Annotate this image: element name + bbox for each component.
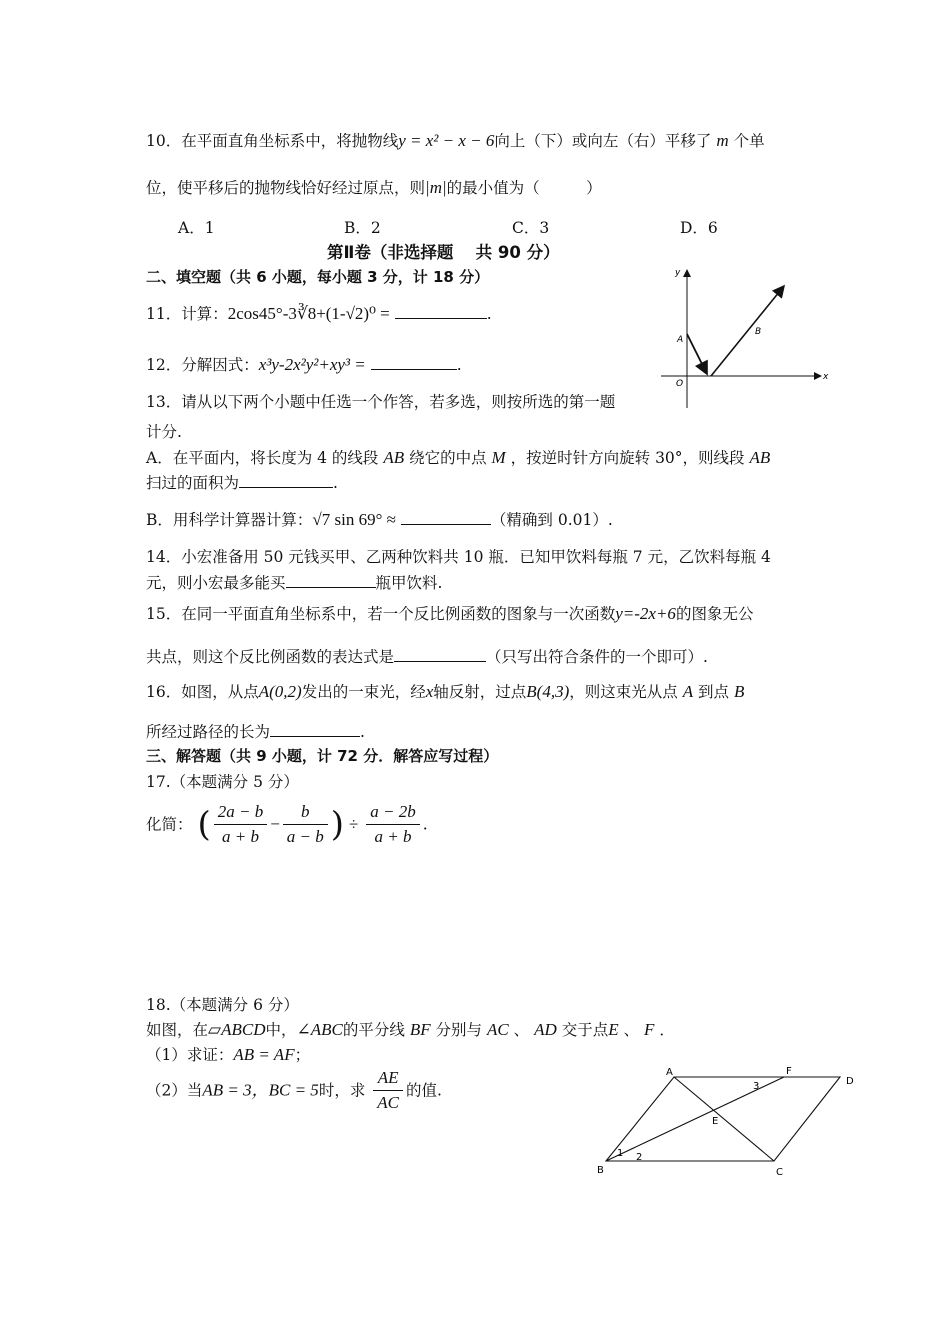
section2-title: 第Ⅱ卷（非选择题 共 90 分） bbox=[327, 243, 560, 262]
q17-fraction-2: $\frac{b}{a - b}$ bbox=[283, 802, 328, 848]
q14-answer-blank[interactable] bbox=[286, 573, 376, 588]
fig16-label-x: x bbox=[823, 372, 829, 382]
q10-line2: 位，使平移后的抛物线恰好经过原点，则|m|的最小值为（ ） bbox=[146, 178, 602, 197]
q11-expression: 2cos45°-3∛8+(1-√2)⁰ = bbox=[227, 304, 390, 323]
fig16-coordinate-diagram bbox=[655, 262, 835, 412]
fig18-label-d: D bbox=[846, 1076, 854, 1087]
q15-line1: 15．在同一平面直角坐标系中，若一个反比例函数的图象与一次函数y=-2x+6的图象无公 bbox=[146, 604, 754, 623]
q17-title: 17.（本题满分 5 分） bbox=[146, 773, 299, 791]
q18-title: 18.（本题满分 6 分） bbox=[146, 996, 299, 1014]
fig18-angle-3: 3 bbox=[753, 1081, 760, 1092]
q13-a-line1: A．在平面内，将长度为 4 的线段 AB 绕它的中点 M ，按逆时针方向旋转 30°，则线段 AB bbox=[146, 448, 771, 467]
q13-b: B．用科学计算器计算：√7 sin 69° ≈ （精确到 0.01）. bbox=[146, 510, 613, 529]
q16-line2: 所经过路径的长为 . bbox=[146, 723, 365, 741]
q17-expression: 化简： ( $\frac{2a - b}{a + b}$ − $\frac{b}{a - b}$ ) ÷ $\frac{a - 2b}{a + b}$ . bbox=[146, 802, 428, 847]
q10-equation: y = x² − x − 6 bbox=[398, 131, 495, 150]
fig16-label-o: O bbox=[676, 379, 684, 389]
fig18-label-e: E bbox=[712, 1116, 719, 1127]
q14-line1: 14．小宏准备用 50 元钱买甲、乙两种饮料共 10 瓶．已知甲饮料每瓶 7 元，乙饮料每瓶 4 bbox=[146, 548, 771, 566]
q10-option-c: C．3 bbox=[512, 219, 550, 237]
fig18-angle-2: 2 bbox=[636, 1152, 643, 1163]
q13-a-line2: 扫过的面积为 . bbox=[146, 474, 338, 492]
q13-line1: 13．请从以下两个小题中任选一个作答，若多选，则按所选的第一题 bbox=[146, 393, 616, 411]
q13-b-answer-blank[interactable] bbox=[401, 510, 491, 525]
q14-line2: 元，则小宏最多能买 瓶甲饮料. bbox=[146, 574, 443, 592]
fig16-ray-b bbox=[711, 286, 784, 376]
q18-fraction: $\frac{AE}{AC}$ bbox=[373, 1068, 403, 1114]
fig16-label-y: y bbox=[675, 268, 681, 278]
q11: 11．计算：2cos45°-3∛8+(1-√2)⁰ = . bbox=[146, 304, 492, 323]
q18-part1: （1）求证：AB = AF； bbox=[146, 1045, 311, 1064]
fig18-parallelogram-diagram bbox=[590, 1060, 870, 1180]
q10-option-b: B．2 bbox=[344, 219, 381, 237]
fig18-label-a: A bbox=[666, 1067, 673, 1078]
fig18-angle-1: 1 bbox=[617, 1148, 624, 1159]
q17-fraction-1: $\frac{2a - b}{a + b}$ bbox=[214, 802, 267, 848]
q12-answer-blank[interactable] bbox=[371, 355, 457, 370]
fig16-label-b: B bbox=[755, 327, 762, 337]
q16-answer-blank[interactable] bbox=[270, 722, 360, 737]
fig18-label-f: F bbox=[786, 1066, 792, 1077]
q13-a-answer-blank[interactable] bbox=[239, 473, 333, 488]
q15-answer-blank[interactable] bbox=[394, 647, 486, 662]
answer-header: 三、解答题（共 9 小题，计 72 分．解答应写过程） bbox=[146, 747, 499, 765]
q18-part2: （2）当AB = 3，BC = 5时，求 $\frac{AE}{AC}$ 的值. bbox=[146, 1068, 442, 1113]
q16-line1: 16．如图，从点A(0,2)发出的一束光，经x轴反射，过点B(4,3)，则这束光从点 A 到点 B bbox=[146, 682, 745, 701]
q13-line2: 计分. bbox=[146, 423, 182, 441]
q12-expression: x³y-2x²y²+xy³ = bbox=[258, 355, 366, 374]
fill-header: 二、填空题（共 6 小题，每小题 3 分，计 18 分） bbox=[146, 268, 490, 286]
fig16-label-a: A bbox=[677, 335, 684, 345]
fig18-parallelogram bbox=[606, 1077, 840, 1161]
q15-line2: 共点，则这个反比例函数的表达式是 （只写出符合条件的一个即可）. bbox=[146, 648, 708, 666]
q10-line1: 10．在平面直角坐标系中，将抛物线y = x² − x − 6向上（下）或向左（右）平移了 m 个单 bbox=[146, 131, 765, 150]
q10-option-d: D．6 bbox=[680, 219, 718, 237]
q12: 12．分解因式：x³y-2x²y²+xy³ = . bbox=[146, 355, 462, 374]
q13-b-expression: √7 sin 69° ≈ bbox=[312, 510, 396, 529]
fig16-ray-a bbox=[687, 334, 707, 374]
fig18-label-c: C bbox=[776, 1167, 783, 1178]
q10-option-a: A．1 bbox=[178, 219, 215, 237]
q18-line1: 如图，在▱ABCD中，∠ABC的平分线 BF 分别与 AC 、 AD 交于点E 、 F ． bbox=[146, 1020, 675, 1039]
q17-fraction-3: $\frac{a - 2b}{a + b}$ bbox=[366, 802, 419, 848]
fig18-label-b: B bbox=[597, 1165, 604, 1176]
q11-answer-blank[interactable] bbox=[395, 304, 487, 319]
